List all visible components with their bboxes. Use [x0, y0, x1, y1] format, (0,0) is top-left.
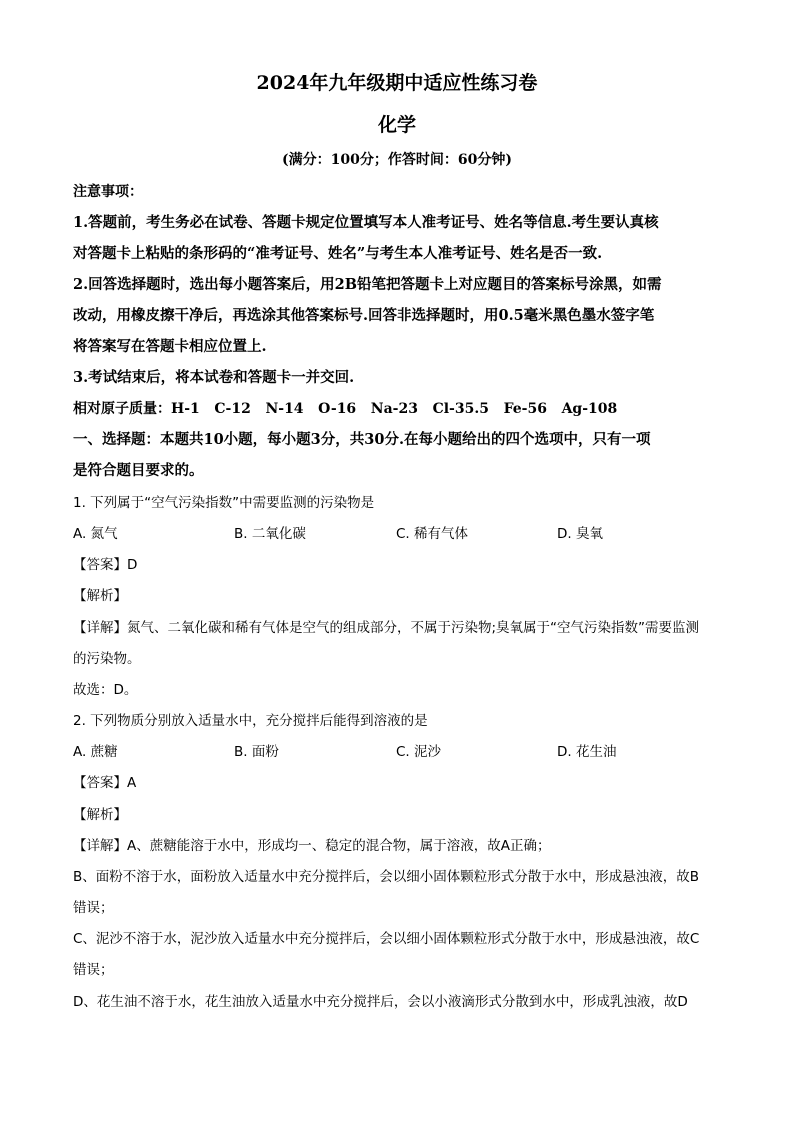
question-2-detail-d-line-1: D、花生油不溶于水，花生油放入适量水中充分搅拌后，会以小液滴形式分散到水中，形成乳浊液，故D	[73, 994, 688, 1010]
question-2-detail-b-line-1: B、面粉不溶于水，面粉放入适量水中充分搅拌后，会以细小固体颗粒形式分散于水中，形成悬浊液，故B	[73, 869, 700, 885]
question-1-detail-line-1	[73, 618, 722, 638]
question-2-stem: 2. 下列物质分别放入适量水中，充分搅拌后能得到溶液的是	[73, 713, 428, 729]
question-2-detail-b-line-2: 错误；	[73, 900, 114, 916]
subject-title: 化学	[377, 114, 416, 136]
note-3: 3.考试结束后，将本试卷和答题卡一并交回.	[73, 369, 355, 386]
detail-tag: 【详解】	[73, 620, 127, 636]
question-2-option-a: A. 蔗糖	[73, 744, 118, 760]
detail-tag: 【详解】	[73, 838, 127, 854]
note-2-line-3: 将答案写在答题卡相应位置上.	[73, 338, 267, 355]
note-1-line-2: 对答题卡上粘贴的条形码的“准考证号、姓名”与考生本人准考证号、姓名是否一致.	[73, 245, 603, 262]
question-1-detail-line-2: 的污染物。	[73, 651, 141, 667]
question-1-conclusion: 故选：D。	[73, 682, 138, 698]
question-2-answer	[73, 773, 722, 793]
detail-text: 氮气、二氧化碳和稀有气体是空气的组成部分，不属于污染物;臭氧属于“空气污染指数”需要监测	[127, 620, 700, 636]
analysis-tag: 【解析】	[73, 807, 127, 823]
answer-value: A	[127, 775, 137, 791]
note-2-line-2: 改动，用橡皮擦干净后，再选涂其他答案标号.回答非选择题时，用0.5毫米黑色墨水签字笔	[73, 307, 655, 324]
answer-tag: 【答案】	[73, 557, 127, 573]
notes-heading: 注意事项：	[73, 184, 143, 200]
question-1-stem: 1. 下列属于“空气污染指数”中需要监测的污染物是	[73, 495, 375, 511]
section-1-line-2: 是符合题目要求的。	[73, 462, 204, 479]
question-1-answer	[73, 555, 722, 575]
exam-meta: (满分：100分；作答时间：60分钟)	[282, 152, 512, 168]
question-2-detail-c-line-1: C、泥沙不溶于水，泥沙放入适量水中充分搅拌后，会以细小固体颗粒形式分散于水中，形成悬浊液，故C	[73, 931, 700, 947]
question-1-option-d: D. 臭氧	[557, 526, 603, 542]
answer-tag: 【答案】	[73, 775, 127, 791]
atomic-mass-line: 相对原子质量：H-1 C-12 N-14 O-16 Na-23 Cl-35.5 Fe-56 Ag-108	[73, 401, 618, 417]
section-1-line-1: 一、选择题：本题共10小题，每小题3分，共30分.在每小题给出的四个选项中，只有一项	[73, 431, 651, 448]
exam-title: 2024年九年级期中适应性练习卷	[256, 72, 538, 94]
question-1-option-a: A. 氮气	[73, 526, 118, 542]
question-2-detail-c-line-2: 错误；	[73, 962, 114, 978]
question-2-option-d: D. 花生油	[557, 744, 617, 760]
note-1-line-1: 1.答题前，考生务必在试卷、答题卡规定位置填写本人准考证号、姓名等信息.考生要认真核	[73, 214, 659, 231]
question-2-option-b: B. 面粉	[234, 744, 279, 760]
question-2-option-c: C. 泥沙	[396, 744, 442, 760]
question-2-detail-a	[73, 836, 722, 856]
analysis-tag: 【解析】	[73, 588, 127, 604]
question-1-option-c: C. 稀有气体	[396, 526, 469, 542]
answer-value: D	[127, 557, 138, 573]
note-2-line-1: 2.回答选择题时，选出每小题答案后，用2B铅笔把答题卡上对应题目的答案标号涂黑，如需	[73, 276, 662, 293]
detail-text: A、蔗糖能溶于水中，形成均一、稳定的混合物，属于溶液，故A正确；	[127, 838, 551, 854]
question-1-analysis	[73, 586, 722, 606]
question-2-analysis	[73, 805, 722, 825]
question-1-option-b: B. 二氧化碳	[234, 526, 306, 542]
